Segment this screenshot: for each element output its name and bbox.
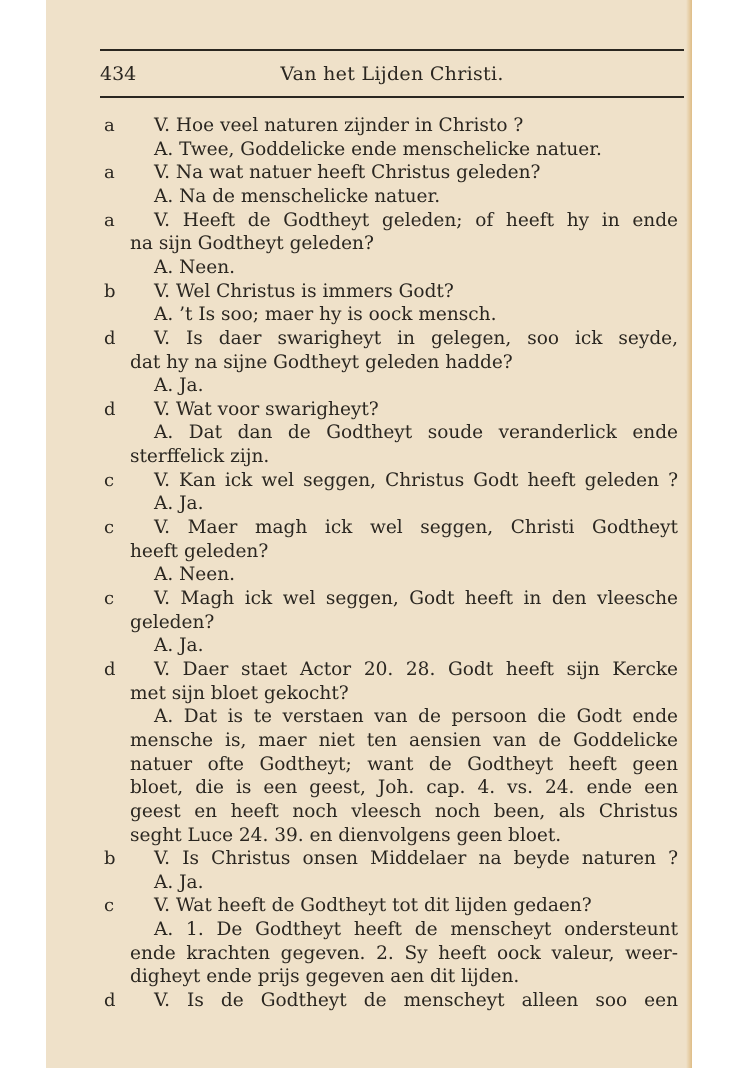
text-line: ende krachten gegeven. 2. Sy heeft oock valeur, weer- (130, 943, 678, 964)
text-line: A. Neen. (154, 564, 236, 585)
text-line: V. Hoe veel naturen zijnder in Christo ? (154, 115, 524, 136)
text-line: A. Neen. (154, 257, 236, 278)
page-header (100, 60, 684, 88)
text-line: met sijn bloet gekocht? (130, 683, 349, 704)
text-line: V. Heeft de Godtheyt geleden; of heeft hy in ende (154, 210, 678, 231)
margin-marker: b (104, 281, 116, 302)
text-line: V. Kan ick wel seggen, Christus Godt heeft geleden ? (154, 470, 678, 491)
text-line: bloet, die is een geest, Joh. cap. 4. vs. 24. ende een (130, 777, 678, 798)
text-line: heeft geleden? (130, 541, 269, 562)
text-line: V. Wel Christus is immers Godt? (154, 281, 454, 302)
text-line: V. Magh ick wel seggen, Godt heeft in den vleesche (154, 588, 678, 609)
margin-marker: b (104, 848, 116, 869)
text-line: geest en heeft noch vleesch noch been, als Christus (130, 801, 678, 822)
text-line: digheyt ende prijs gegeven aen dit lijden. (130, 966, 520, 987)
margin-marker: c (104, 517, 115, 538)
text-line: V. Daer staet Actor 20. 28. Godt heeft sijn Kercke (154, 659, 678, 680)
text-line: seght Luce 24. 39. en dienvolgens geen bloet. (130, 825, 562, 846)
text-line: A. Dat is te verstaen van de persoon die Godt ende (154, 706, 678, 727)
text-line: sterffelick zijn. (130, 446, 270, 467)
text-line: A. Ja. (154, 872, 204, 893)
text-line: dat hy na sijne Godtheyt geleden hadde? (130, 352, 513, 373)
text-line: V. Is de Godtheyt de menscheyt alleen soo een (154, 990, 678, 1011)
text-line: V. Na wat natuer heeft Christus geleden? (154, 162, 541, 183)
margin-marker: d (104, 399, 116, 420)
margin-marker: c (104, 470, 115, 491)
margin-marker: a (104, 210, 115, 231)
margin-marker: a (104, 162, 115, 183)
text-line: natuer ofte Godtheyt; want de Godtheyt heeft geen (130, 754, 678, 775)
text-line: A. ’t Is soo; maer hy is oock mensch. (154, 304, 497, 325)
margin-marker: a (104, 115, 115, 136)
text-line: A. Dat dan de Godtheyt soude veranderlick ende (154, 422, 678, 443)
book-page (46, 0, 692, 1068)
text-line: V. Wat voor swarigheyt? (154, 399, 379, 420)
margin-marker: d (104, 659, 116, 680)
margin-marker: d (104, 990, 116, 1011)
text-line: A. 1. De Godtheyt heeft de menscheyt ondersteunt (154, 919, 678, 940)
header-rule-top (100, 49, 684, 51)
text-line: A. Na de menschelicke natuer. (154, 186, 441, 207)
page-number: 434 (100, 63, 137, 85)
text-line: A. Ja. (154, 375, 204, 396)
margin-marker: c (104, 588, 115, 609)
text-line: geleden? (130, 612, 215, 633)
text-line: A. Ja. (154, 493, 204, 514)
text-line: V. Wat heeft de Godtheyt tot dit lijden gedaen? (154, 895, 592, 916)
text-line: V. Maer magh ick wel seggen, Christi Godtheyt (154, 517, 678, 538)
text-line: mensche is, maer niet ten aensien van de Goddelicke (130, 730, 678, 751)
text-line: na sijn Godtheyt geleden? (130, 233, 374, 254)
running-head: Van het Lijden Christi. (280, 63, 504, 85)
margin-marker: c (104, 895, 115, 916)
text-line: A. Twee, Goddelicke ende menschelicke natuer. (154, 139, 602, 160)
margin-marker: d (104, 328, 116, 349)
text-line: V. Is Christus onsen Middelaer na beyde naturen ? (154, 848, 678, 869)
text-line: V. Is daer swarigheyt in gelegen, soo ick seyde, (154, 328, 678, 349)
header-rule-bottom (100, 96, 684, 98)
text-line: A. Ja. (154, 635, 204, 656)
